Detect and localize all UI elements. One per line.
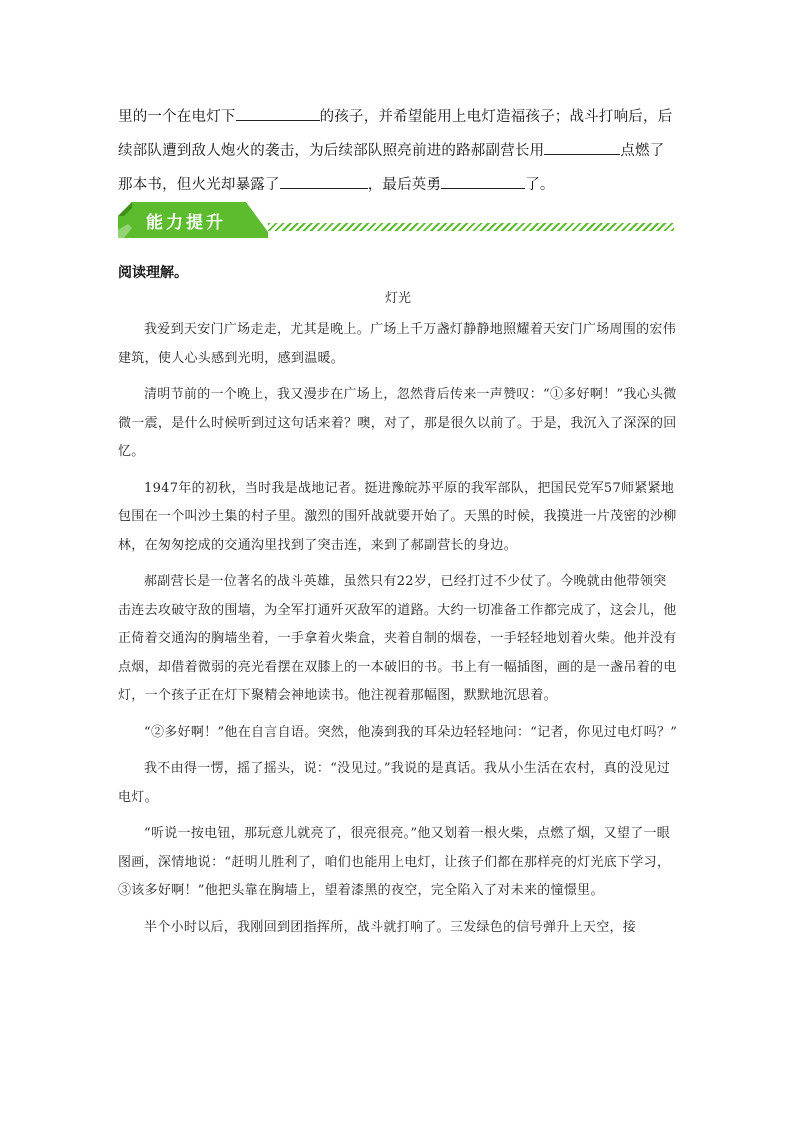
reading-article bbox=[118, 288, 678, 950]
article-paragraph: “听说一按电钮，那玩意儿就亮了，很亮很亮。”他又划着一根火柴，点燃了烟，又望了一眼图画，深情地说：“赶明儿胜利了，咱们也能用上电灯，让孩子们都在那样亮的灯光底下学习，③该多好啊！”他把头靠在胸墙上，望着漆黑的夜空，完全陷入了对未来的憧憬里。 bbox=[118, 826, 671, 898]
fill-in-paragraph bbox=[118, 100, 678, 202]
fill-text-1: 里的一个在电灯下 bbox=[118, 109, 236, 125]
fill-text-4: ，最后英勇 bbox=[367, 177, 442, 193]
fill-text-3: 点燃了那本书，但火光却暴露了 bbox=[118, 143, 665, 193]
answer-blank-1[interactable] bbox=[236, 106, 320, 121]
banner-stripes bbox=[268, 223, 674, 231]
fill-text-5: 了。 bbox=[525, 177, 555, 193]
answer-blank-2[interactable] bbox=[544, 140, 620, 155]
article-paragraph: 郝副营长是一位著名的战斗英雄，虽然只有22岁，已经打过不少仗了。今晚就由他带领突击连去攻破守敌的围墙，为全军打通歼灭敌军的道路。大约一切准备工作都完成了，这会儿，他正倚着交通沟的胸墙坐着，一手拿着火柴盒，夹着自制的烟卷，一手轻轻地划着火柴。他并没有点烟，却借着微弱的亮光看摆在双膝上的一本破旧的书。书上有一幅插图，画的是一盏吊着的电灯，一个孩子正在灯下聚精会神地读书。他注视着那幅图，默默地沉思着。 bbox=[118, 574, 677, 703]
reading-comprehension-heading: 阅读理解。 bbox=[118, 265, 188, 281]
section-banner bbox=[118, 202, 678, 238]
article-paragraph: “②多好啊！”他在自言自语。突然，他凑到我的耳朵边轻轻地问：“记者，你见过电灯吗？” bbox=[144, 724, 678, 740]
article-paragraph: 半个小时以后，我刚回到团指挥所，战斗就打响了。三发绿色的信号弹升上天空，接 bbox=[144, 919, 637, 935]
fill-text-2: 的孩子，并希望能用上电灯造福孩子；战斗打响后，后续部队遭到敌人炮火的袭击，为后续部队照亮前进的路郝副营长用 bbox=[118, 109, 673, 159]
article-title: 灯光 bbox=[384, 291, 411, 306]
banner-title: 能力提升 bbox=[146, 213, 226, 233]
article-paragraph: 我爱到天安门广场走走，尤其是晚上。广场上千万盏灯静静地照耀着天安门广场周围的宏伟建筑，使人心头感到光明，感到温暖。 bbox=[118, 322, 677, 366]
article-paragraph: 清明节前的一个晚上，我又漫步在广场上，忽然背后传来一声赞叹：“①多好啊！”我心头微微一震，是什么时候听到过这句话来着？噢，对了，那是很久以前了。于是，我沉入了深深的回忆。 bbox=[118, 387, 677, 459]
answer-blank-4[interactable] bbox=[441, 174, 525, 189]
article-paragraph: 我不由得一愣，摇了摇头，说：“没见过。”我说的是真话。我从小生活在农村，真的没见过电灯。 bbox=[118, 761, 671, 805]
article-paragraph: 1947年的初秋，当时我是战地记者。挺进豫皖苏平原的我军部队，把国民党军57师紧紧地包围在一个叫沙土集的村子里。激烈的围歼战就要开始了。天黑的时候，我摸进一片茂密的沙柳林，在匆匆挖成的交通沟里找到了突击连，来到了郝副营长的身边。 bbox=[118, 480, 677, 553]
answer-blank-3[interactable] bbox=[280, 174, 368, 189]
